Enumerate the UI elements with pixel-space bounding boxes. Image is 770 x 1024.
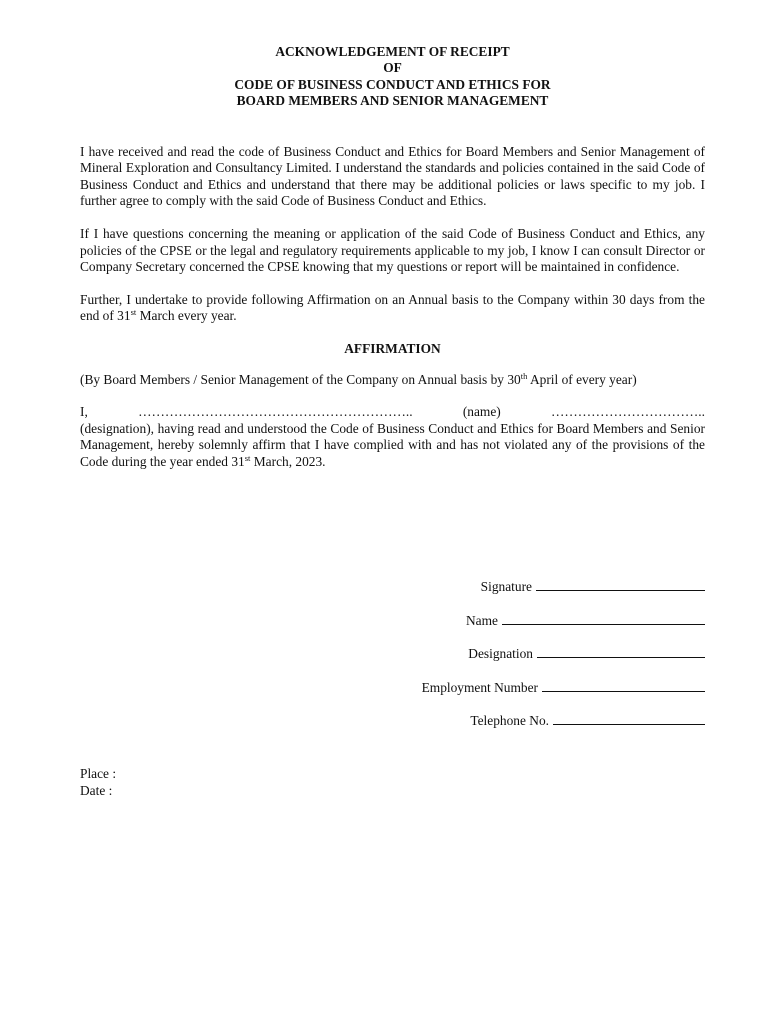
title-line-3: CODE OF BUSINESS CONDUCT AND ETHICS FOR <box>234 76 551 92</box>
name-label: Name <box>466 612 498 628</box>
designation-row <box>305 645 705 679</box>
name-row <box>305 612 705 646</box>
affirmation-text-body: (designation), having read and understood the Code of Business Conduct and Ethics for Board Members and Senior Management, hereby solemnly affirm that I have complied with and has not violated any of the provisions of the Code during the year ended 31 <box>80 420 705 469</box>
affirmation-note-text: (By Board Members / Senior Management of the Company on Annual basis by 30 <box>80 371 521 387</box>
fill-dots-designation[interactable]: …………………………….. <box>551 404 705 420</box>
name-fill-line <box>80 404 705 421</box>
undertaking-text-end: March every year. <box>136 308 237 324</box>
superscript-st: st <box>130 307 137 318</box>
title-line-2: OF <box>383 60 402 76</box>
date-label: Date : <box>80 783 113 799</box>
place-label: Place : <box>80 766 117 781</box>
designation-line[interactable] <box>537 645 705 658</box>
signature-label: Signature <box>480 579 532 594</box>
affirmation-note-end: April of every year) <box>527 371 637 387</box>
undertaking-text: Further, I undertake to provide following Affirmation on an Annual basis to the Company within 30 days from the end of 31 <box>80 291 705 324</box>
superscript-th: th <box>520 370 528 381</box>
employment-number-label: Employment Number <box>421 679 538 695</box>
questions-paragraph: If I have questions concerning the meaning or application of the said Code of Business Conduct and Ethics, any policies of the CPSE or the legal and regulatory requirements applicable to my job, I know I can consult Director or Company Secretary concerned the CPSE knowing that my questions or report will be maintained in confidence. <box>80 226 705 275</box>
affirmation-heading: AFFIRMATION <box>344 340 441 356</box>
designation-label: Designation <box>468 646 533 662</box>
document-page <box>80 44 705 471</box>
employment-number-line[interactable] <box>542 679 705 692</box>
document-title <box>80 44 705 110</box>
receipt-paragraph: I have received and read the code of Business Conduct and Ethics for Board Members and Senior Management of Mineral Exploration and Consultancy Limited. I understand the standards and policies contained in the said Code of Business Conduct and Ethics and understand that there may be additional policies or laws specific to my job. I further agree to comply with the said Code of Business Conduct and Ethics. <box>80 143 705 209</box>
fill-dots-name[interactable]: …………………………………………………….. <box>138 404 413 420</box>
affirmation-text <box>80 421 705 471</box>
signature-line[interactable] <box>536 578 705 591</box>
telephone-row <box>305 712 705 746</box>
name-line[interactable] <box>502 612 705 625</box>
undertaking-paragraph <box>80 292 705 325</box>
title-line-1: ACKNOWLEDGEMENT OF RECEIPT <box>275 44 510 59</box>
affirmation-note <box>80 372 705 389</box>
place-date-block <box>80 765 116 800</box>
signature-row <box>305 578 705 612</box>
telephone-label: Telephone No. <box>470 713 549 729</box>
telephone-line[interactable] <box>553 712 705 725</box>
superscript-st-2: st <box>244 452 251 463</box>
affirmation-statement <box>80 404 705 470</box>
title-line-4: BOARD MEMBERS AND SENIOR MANAGEMENT <box>236 93 549 109</box>
employment-number-row <box>305 679 705 713</box>
fill-i: I, <box>80 404 88 420</box>
fill-name-label: (name) <box>462 404 501 420</box>
signature-block <box>305 578 705 746</box>
affirmation-text-end: March, 2023. <box>250 453 326 469</box>
